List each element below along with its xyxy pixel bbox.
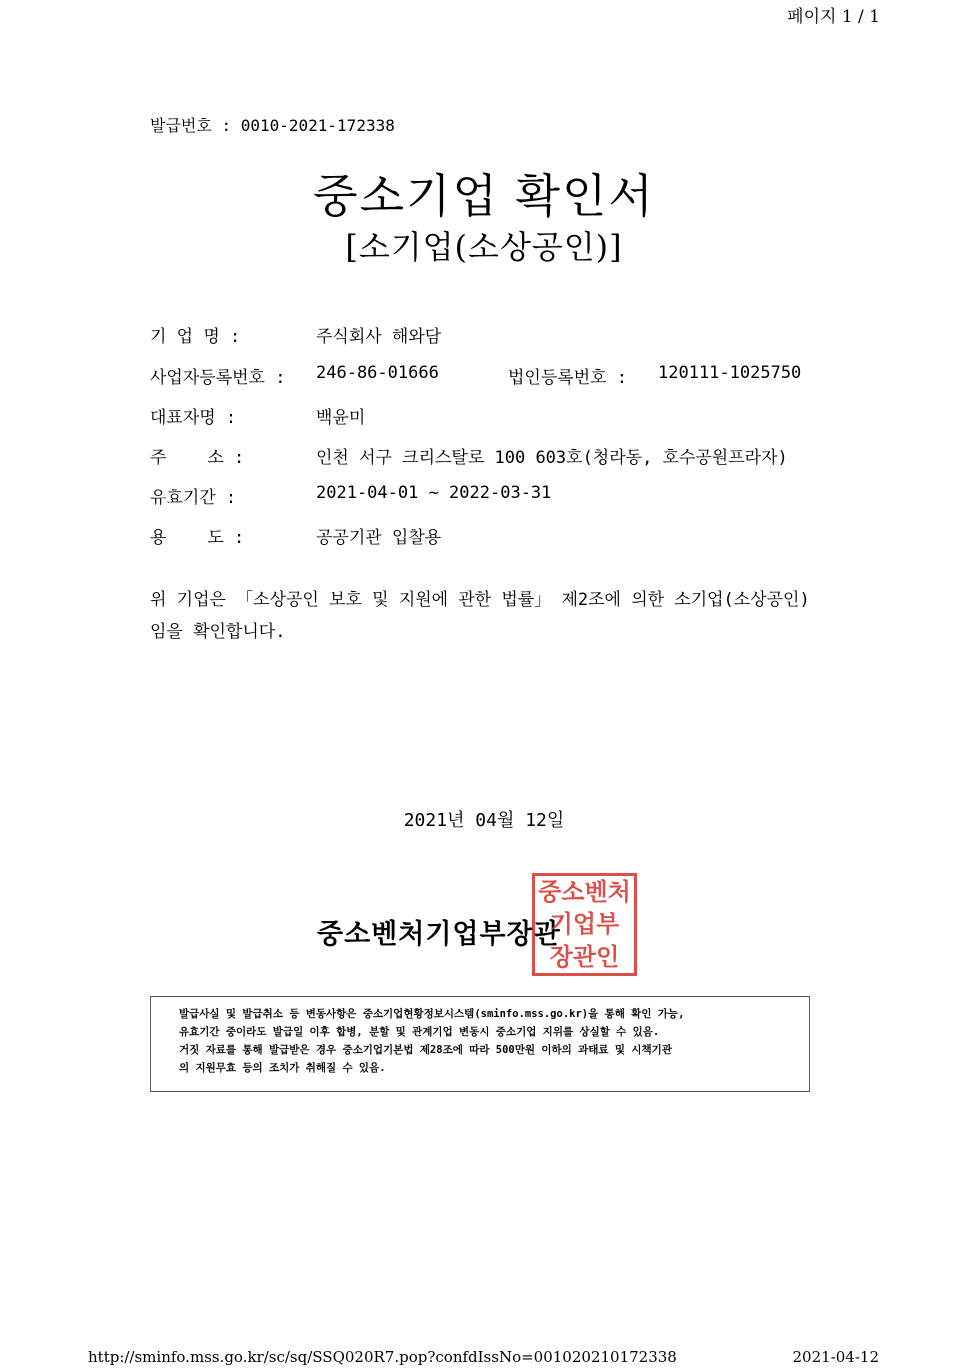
- seal-line: 장관인: [549, 942, 620, 971]
- field-value: 2021-04-01 ~ 2022-03-31: [316, 483, 552, 503]
- document-subtitle: [소기업(소상공인)]: [345, 228, 623, 266]
- seal-line: 기업부: [549, 910, 620, 939]
- field-value: 주식회사 해와담: [316, 327, 442, 347]
- document-title: 중소기업 확인서: [313, 169, 655, 223]
- notice-line: 발급사실 및 발급취소 등 변동사항은 중소기업현황정보시스템(sminfo.mss.go.kr)을 통해 확인 가능,: [179, 1008, 685, 1020]
- field-label: 대표자명 :: [150, 408, 237, 428]
- issue-number: 발급번호 : 0010-2021-172338: [150, 116, 395, 135]
- field-value: 246-86-01666: [316, 363, 439, 383]
- field-value: 120111-1025750: [658, 363, 802, 383]
- notice-box: [150, 996, 810, 1092]
- footer-date: 2021-04-12: [792, 1348, 879, 1366]
- page-number: 페이지 1 / 1: [787, 7, 880, 27]
- field-label: 유효기간 :: [150, 488, 237, 508]
- field-label: 기 업 명 :: [150, 327, 241, 347]
- footer-url: http://sminfo.mss.go.kr/sc/sq/SSQ020R7.pop?confdIssNo=001020210172338: [88, 1348, 677, 1366]
- notice-line: 거짓 자료를 통해 발급받은 경우 중소기업기본법 제28조에 따라 500만원 이하의 과태료 및 시책기관: [179, 1044, 672, 1056]
- field-label: 용 도 :: [150, 528, 245, 548]
- notice-line: 유효기간 중이라도 발급일 이후 합병, 분할 및 관계기업 변동시 중소기업 지위를 상실할 수 있음.: [179, 1026, 660, 1038]
- field-label: 법인등록번호 :: [508, 368, 628, 388]
- official-seal: [532, 873, 637, 976]
- issue-date: 2021년 04월 12일: [403, 810, 565, 831]
- field-value: 인천 서구 크리스탈로 100 603호(청라동, 호수공원프라자): [316, 448, 788, 468]
- field-label: 주 소 :: [150, 448, 245, 468]
- field-label: 사업자등록번호 :: [150, 368, 286, 388]
- notice-line: 의 지원무효 등의 조치가 취해질 수 있음.: [179, 1062, 386, 1074]
- confirmation-statement: 위 기업은 「소상공인 보호 및 지원에 관한 법률」 제2조에 의한 소기업(소상공인)임을 확인합니다.: [150, 590, 810, 642]
- field-value: 공공기관 입찰용: [316, 528, 442, 548]
- issuer-name: 중소벤처기업부장관: [317, 919, 561, 950]
- seal-line: 중소벤처: [538, 878, 631, 907]
- field-value: 백윤미: [316, 408, 366, 428]
